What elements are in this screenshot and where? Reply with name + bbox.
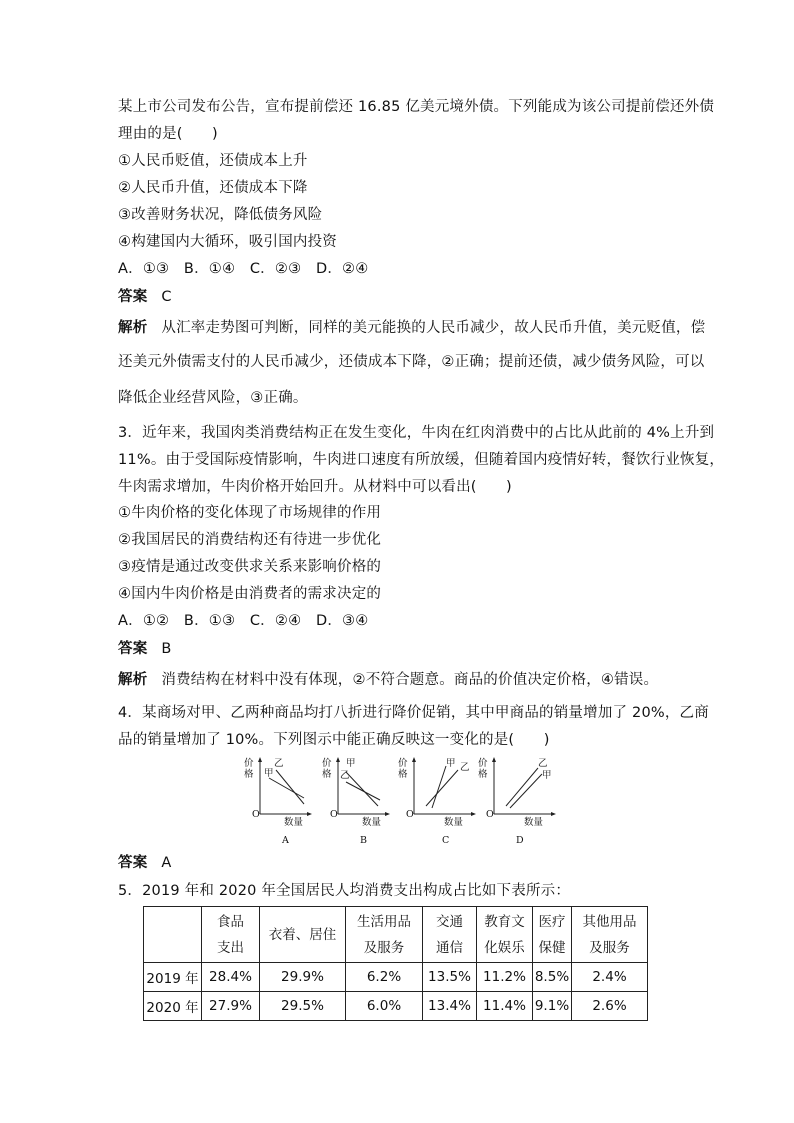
x-axis-arrow bbox=[307, 812, 312, 816]
q2-option-1: ①人民币贬值，还债成本上升 bbox=[118, 153, 308, 169]
graph-a bbox=[236, 756, 312, 848]
analysis-text: 消费结构在材料中没有体现，②不符合题意。商品的价值决定价格，④错误。 bbox=[161, 672, 659, 688]
q2-answer bbox=[118, 287, 688, 307]
table-cell: 8.5% bbox=[533, 963, 572, 992]
table-cell: 2.6% bbox=[572, 992, 648, 1021]
q2-stem-line2: 理由的是( ) bbox=[118, 126, 218, 142]
origin-label: O bbox=[252, 809, 260, 820]
header-transport: 交通 通信 bbox=[423, 907, 477, 963]
y-axis-arrow bbox=[492, 757, 496, 762]
series-yi-label: 乙 bbox=[460, 762, 470, 773]
y-label-1: 价 bbox=[398, 758, 408, 769]
q3-option-2: ②我国居民的消费结构还有待进一步优化 bbox=[118, 532, 382, 548]
q3-stem-line1: 3．近年来，我国肉类消费结构正在发生变化，牛肉在红肉消费中的占比从此前的 4%上升到 bbox=[118, 425, 715, 441]
y-label-2: 格 bbox=[322, 769, 332, 780]
table-cell: 13.4% bbox=[423, 992, 477, 1021]
q4-stem-line1: 4．某商场对甲、乙两种商品均打八折进行降价促销，其中甲商品的销量增加了 20%，乙商 bbox=[118, 705, 709, 721]
curve-jia bbox=[510, 774, 542, 808]
row-year: 2020 年 bbox=[144, 992, 202, 1021]
analysis-text: 从汇率走势图可判断，同样的美元能换的人民币减少，故人民币升值，美元贬值，偿 bbox=[161, 320, 706, 336]
analysis-label: 解析 bbox=[118, 320, 148, 336]
origin-label: O bbox=[330, 809, 338, 820]
table-cell: 29.5% bbox=[260, 992, 346, 1021]
x-label: 数量 bbox=[284, 817, 304, 828]
graph-d bbox=[478, 756, 558, 848]
origin-label: O bbox=[406, 809, 414, 820]
curve-jia bbox=[346, 772, 378, 806]
x-axis-arrow bbox=[551, 812, 556, 816]
origin-label: O bbox=[486, 809, 494, 820]
header-education: 教育文 化娱乐 bbox=[477, 907, 533, 963]
graph-letter: C bbox=[442, 835, 450, 846]
x-axis-arrow bbox=[385, 812, 390, 816]
q3-stem-line3: 牛肉需求增加，牛肉价格开始回升。从材料中可以看出( ) bbox=[118, 479, 512, 495]
q2-option-2: ②人民币升值，还债成本下降 bbox=[118, 180, 308, 196]
q2-analysis-line1 bbox=[118, 318, 706, 338]
series-yi-label: 乙 bbox=[340, 770, 350, 781]
series-jia-label: 甲 bbox=[542, 770, 552, 781]
y-axis-arrow bbox=[336, 757, 340, 762]
table-row bbox=[144, 992, 648, 1021]
graph-letter: A bbox=[282, 835, 289, 846]
table-cell: 13.5% bbox=[423, 963, 477, 992]
answer-label: 答案 bbox=[118, 855, 148, 871]
y-axis-arrow bbox=[258, 757, 262, 762]
table-cell: 27.9% bbox=[202, 992, 260, 1021]
curve-yi bbox=[506, 768, 538, 806]
answer-value: C bbox=[161, 289, 172, 305]
graph-b bbox=[314, 756, 390, 848]
header-medical: 医疗 保健 bbox=[533, 907, 572, 963]
y-label-1: 价 bbox=[478, 758, 488, 769]
q3-stem-line2: 11%。由于受国际疫情影响，牛肉进口速度有所放缓，但随着国内疫情好转，餐饮行业恢复， bbox=[118, 452, 725, 468]
table-cell: 28.4% bbox=[202, 963, 260, 992]
table-header-row bbox=[144, 907, 648, 963]
graph-c bbox=[398, 756, 478, 848]
q3-option-3: ③疫情是通过改变供求关系来影响价格的 bbox=[118, 559, 382, 575]
y-label-2: 格 bbox=[478, 769, 488, 780]
header-other: 其他用品 及服务 bbox=[572, 907, 648, 963]
q4-answer bbox=[118, 853, 688, 873]
curve-yi bbox=[426, 770, 458, 806]
q3-option-1: ①牛肉价格的变化体现了市场规律的作用 bbox=[118, 505, 382, 521]
graph-letter: D bbox=[516, 835, 524, 846]
q2-option-3: ③改善财务状况，降低债务风险 bbox=[118, 207, 323, 223]
answer-label: 答案 bbox=[118, 641, 148, 657]
table-cell: 11.2% bbox=[477, 963, 533, 992]
y-label-1: 价 bbox=[244, 758, 254, 769]
table-cell: 6.0% bbox=[346, 992, 423, 1021]
curve-yi bbox=[346, 782, 380, 800]
q3-choices: A．①② B．①③ C．②④ D．③④ bbox=[118, 613, 369, 629]
x-label: 数量 bbox=[362, 817, 382, 828]
series-yi-label: 乙 bbox=[274, 758, 284, 769]
q4-stem-line2: 品的销量增加了 10%。下列图示中能正确反映这一变化的是( ) bbox=[118, 732, 550, 748]
y-axis-arrow bbox=[412, 757, 416, 762]
q3-analysis bbox=[118, 670, 688, 690]
row-year: 2019 年 bbox=[144, 963, 202, 992]
curve-yi bbox=[276, 770, 304, 804]
series-jia-label: 甲 bbox=[346, 758, 356, 769]
answer-value: B bbox=[161, 641, 172, 657]
consumption-table bbox=[143, 906, 648, 1021]
header-clothing-housing: 衣着、居住 bbox=[260, 907, 346, 963]
table-cell: 9.1% bbox=[533, 992, 572, 1021]
x-label: 数量 bbox=[444, 817, 464, 828]
series-jia-label: 甲 bbox=[446, 758, 456, 769]
price-quantity-graphs bbox=[236, 756, 566, 848]
y-label-2: 格 bbox=[244, 769, 254, 780]
series-jia-label: 甲 bbox=[264, 768, 274, 779]
header-food: 食品 支出 bbox=[202, 907, 260, 963]
q2-option-4: ④构建国内大循环，吸引国内投资 bbox=[118, 234, 337, 250]
graph-letter: B bbox=[360, 835, 367, 846]
answer-value: A bbox=[161, 855, 172, 871]
table-row bbox=[144, 963, 648, 992]
y-label-2: 格 bbox=[398, 769, 408, 780]
q2-choices: A．①③ B．①④ C．②③ D．②④ bbox=[118, 261, 369, 277]
y-label-1: 价 bbox=[322, 758, 332, 769]
q2-stem-line1: 某上市公司发布公告，宣布提前偿还 16.85 亿美元境外债。下列能成为该公司提前偿还外债 bbox=[118, 99, 715, 115]
curve-jia bbox=[269, 778, 304, 798]
q2-analysis-line2: 还美元外债需支付的人民币减少，还债成本下降，②正确；提前还债，减少债务风险，可以 bbox=[118, 354, 705, 370]
q2-analysis-line3: 降低企业经营风险，③正确。 bbox=[118, 390, 308, 406]
table-cell: 29.9% bbox=[260, 963, 346, 992]
q3-answer bbox=[118, 639, 688, 659]
answer-label: 答案 bbox=[118, 289, 148, 305]
q3-option-4: ④国内牛肉价格是由消费者的需求决定的 bbox=[118, 586, 382, 602]
x-label: 数量 bbox=[524, 817, 544, 828]
table-cell: 11.4% bbox=[477, 992, 533, 1021]
table-cell: 2.4% bbox=[572, 963, 648, 992]
table-cell: 6.2% bbox=[346, 963, 423, 992]
analysis-label: 解析 bbox=[118, 672, 148, 688]
curve-jia bbox=[432, 766, 446, 808]
header-corner bbox=[144, 907, 202, 963]
series-yi-label: 乙 bbox=[538, 758, 548, 769]
x-axis-arrow bbox=[471, 812, 476, 816]
header-household: 生活用品 及服务 bbox=[346, 907, 423, 963]
q5-stem: 5．2019 年和 2020 年全国居民人均消费支出构成占比如下表所示： bbox=[118, 883, 571, 899]
